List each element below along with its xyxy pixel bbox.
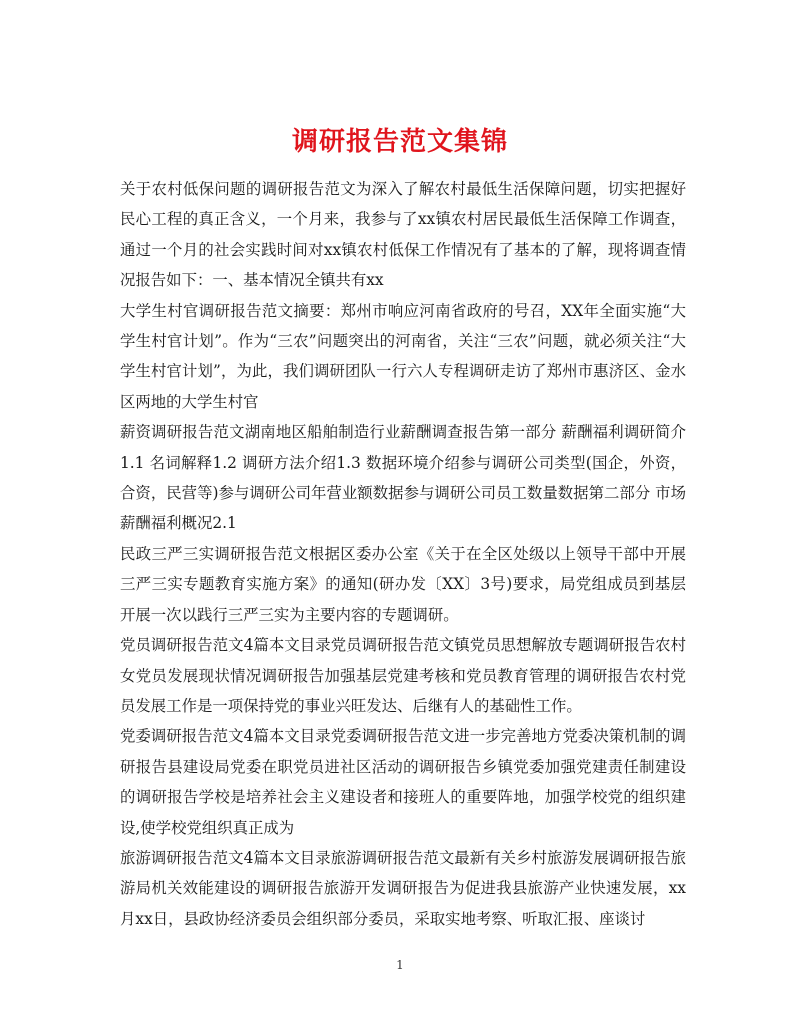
paragraph-civil-affairs: 民政三严三实调研报告范文根据区委办公室《关于在全区处级以上领导干部中开展三严三实专题教育实施方案》的通知(研办发〔XX〕3号)要求，局党组成员到基层开展一次以践行三严三实为主要内容的专题调研。 xyxy=(120,544,686,624)
paragraph-village-official: 大学生村官调研报告范文摘要：郑州市响应河南省政府的号召，XX年全面实施“大学生村官计划”。作为“三农”问题突出的河南省，关注“三农”问题，就必须关注“大学生村官计划”，为此，我们调研团队一行六人专程调研走访了郑州市惠济区、金水区两地的大学生村官 xyxy=(120,301,686,411)
paragraph-salary-survey: 薪资调研报告范文湖南地区船舶制造行业薪酬调查报告第一部分 薪酬福利调研简介1.1 名词解释1.2 调研方法介绍1.3 数据环境介绍参与调研公司类型(国企，外资，合资，民营等)参与调研公司年营业额数据参与调研公司员工数量数据第二部分 市场薪酬福利概况2.1 xyxy=(120,423,686,533)
page-title: 调研报告范文集锦 xyxy=(291,127,508,158)
paragraph-party-member: 党员调研报告范文4篇本文目录党员调研报告范文镇党员思想解放专题调研报告农村女党员发展现状情况调研报告加强基层党建考核和党员教育管理的调研报告农村党员发展工作是一项保持党的事业兴旺发达、后继有人的基础性工作。 xyxy=(120,636,686,715)
page-number: 1 xyxy=(396,958,404,972)
paragraph-tourism: 旅游调研报告范文4篇本文目录旅游调研报告范文最新有关乡村旅游发展调研报告旅游局机关效能建设的调研报告旅游开发调研报告为促进我县旅游产业快速发展，xx月xx日，县政协经济委员会组织部分委员，采取实地考察、听取汇报、座谈讨 xyxy=(120,848,686,928)
document-body xyxy=(120,174,686,934)
paragraph-party-committee: 党委调研报告范文4篇本文目录党委调研报告范文进一步完善地方党委决策机制的调研报告县建设局党委在职党员进社区活动的调研报告乡镇党委加强党建责任制建设的调研报告学校是培养社会主义建设者和接班人的重要阵地，加强学校党的组织建设,使学校党组织真正成为 xyxy=(120,727,686,837)
paragraph-rural-subsistence: 关于农村低保问题的调研报告范文为深入了解农村最低生活保障问题，切实把握好民心工程的真正含义，一个月来，我参与了xx镇农村居民最低生活保障工作调查，通过一个月的社会实践时间对xx镇农村低保工作情况有了基本的了解，现将调查情况报告如下：一、基本情况全镇共有xx xyxy=(120,180,686,290)
